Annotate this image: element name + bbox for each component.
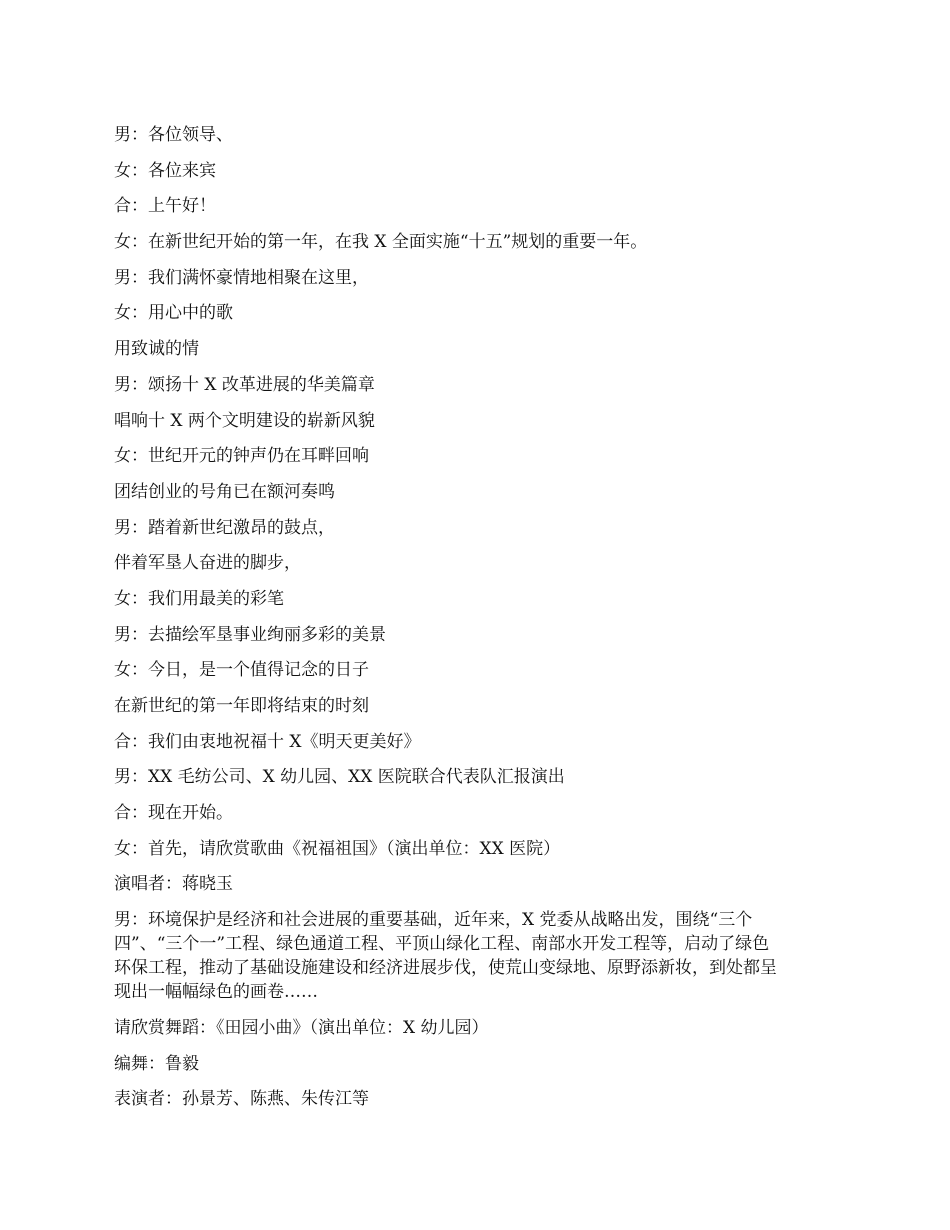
- script-line: 男：各位领导、: [114, 125, 233, 145]
- script-line: 男：踏着新世纪激昂的鼓点，: [114, 517, 335, 538]
- script-line: 男：颂扬十 X 改革进展的华美篇章: [114, 374, 375, 395]
- paragraph-line: 现出一幅幅绿色的画卷……: [114, 982, 318, 1003]
- script-line: 表演者：孙景芳、陈燕、朱传江等: [114, 1089, 369, 1110]
- script-line: 女：今日，是一个值得记念的日子: [114, 660, 369, 681]
- environment-paragraph: [114, 908, 836, 1004]
- script-line: 男：去描绘军垦事业绚丽多彩的美景: [114, 624, 386, 645]
- script-line: 团结创业的号角已在额河奏鸣: [114, 481, 335, 502]
- script-line: 男：我们满怀豪情地相聚在这里，: [114, 267, 369, 288]
- script-line: 编舞：鲁毅: [114, 1053, 199, 1074]
- paragraph-line: 男：环境保护是经济和社会进展的重要基础，近年来，X 党委从战略出发，围绕“三个: [114, 910, 753, 931]
- script-line: 女：在新世纪开始的第一年，在我 X 全面实施“十五”规划的重要一年。: [114, 232, 648, 253]
- document-body: [114, 123, 836, 1123]
- script-line: 合：现在开始。: [114, 803, 233, 824]
- script-line: 女：各位来宾: [114, 160, 216, 181]
- script-line: 男：XX 毛纺公司、X 幼儿园、XX 医院联合代表队汇报演出: [114, 767, 565, 788]
- script-line: 女：首先，请欣赏歌曲《祝福祖国》（演出单位：XX 医院）: [114, 838, 561, 859]
- script-line: 伴着军垦人奋进的脚步，: [114, 553, 301, 574]
- paragraph-line: 环保工程，推动了基础设施建设和经济进展步伐，使荒山变绿地、原野添新妆，到处都呈: [114, 958, 777, 979]
- script-line: 演唱者：蒋晓玉: [114, 874, 233, 895]
- script-line: 合：我们由衷地祝福十 X《明天更美好》: [114, 731, 421, 752]
- script-line: 用致诚的情: [114, 339, 199, 360]
- script-line: 女：用心中的歌: [114, 303, 233, 324]
- script-line: 请欣赏舞蹈：《田园小曲》（演出单位：X 幼儿园）: [114, 1017, 489, 1038]
- script-line: 唱响十 X 两个文明建设的崭新风貌: [114, 410, 375, 431]
- script-line: 合：上午好！: [114, 196, 216, 217]
- script-line: 在新世纪的第一年即将结束的时刻: [114, 696, 369, 716]
- script-line: 女：世纪开元的钟声仍在耳畔回响: [114, 446, 369, 467]
- script-line: 女：我们用最美的彩笔: [114, 588, 284, 609]
- paragraph-line: 四”、“三个一”工程、绿色通道工程、平顶山绿化工程、南部水开发工程等，启动了绿色: [114, 934, 770, 955]
